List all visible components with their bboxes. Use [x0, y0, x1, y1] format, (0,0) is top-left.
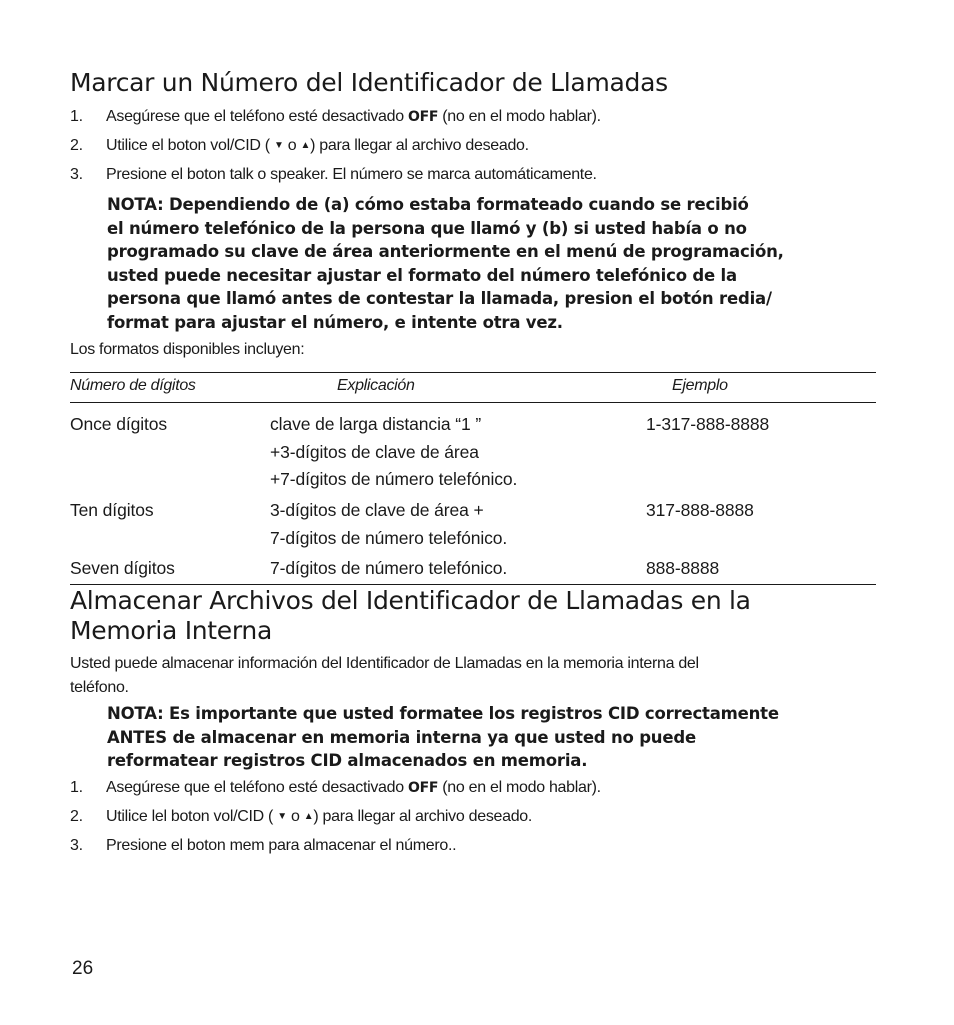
- table-cell-explanation: clave de larga distancia “1 ” +3-dígitos de clave de área +7-dígitos de número telefónico.: [270, 414, 518, 489]
- note-store-format: NOTA: Es importante que usted formatee los registros CID correctamente ANTES de almacenar en memoria interna ya que usted no puede reformatear registros CID almacenados en memoria.: [107, 704, 779, 770]
- table-bottom-rule: [70, 584, 876, 585]
- up-arrow-icon: ▲: [300, 140, 311, 151]
- step-1: 1. Asegúrese que el teléfono esté desactivado OFF (no en el modo hablar).: [70, 108, 601, 125]
- store-intro: Usted puede almacenar información del Identificador de Llamadas en la memoria interna del teléfono.: [70, 655, 699, 696]
- formats-intro: Los formatos disponibles incluyen:: [70, 341, 305, 358]
- table-cell-example: 1-317-888-8888: [646, 414, 770, 434]
- table-cell-digits: Ten dígitos: [70, 500, 154, 520]
- down-arrow-icon: ▼: [277, 811, 287, 822]
- table-header-example: Ejemplo: [672, 377, 728, 394]
- up-arrow-icon: ▲: [303, 811, 314, 822]
- note-dial-format: NOTA: Dependiendo de (a) cómo estaba formateado cuando se recibió el número telefónico de la persona que llamó y (b) si usted había o no programado su clave de área anteriormente en el menú de programación, usted puede necesitar ajustar el formato del número telefónico de la persona que llamó antes de contestar la llamada, presion el botón redia/ format para ajustar el número, e intente otra vez.: [107, 195, 784, 332]
- table-cell-explanation: 7-dígitos de número telefónico.: [270, 558, 508, 578]
- table-cell-example: 317-888-8888: [646, 500, 754, 520]
- down-arrow-icon: ▼: [273, 140, 284, 151]
- section-title-dial-cid: Marcar un Número del Identificador de Llamadas: [70, 68, 668, 97]
- section-title-store-cid: Almacenar Archivos del Identificador de Llamadas en la Memoria Interna: [70, 586, 751, 645]
- table-header-explanation: Explicación: [337, 377, 415, 394]
- table-cell-digits: Seven dígitos: [70, 558, 175, 578]
- page-number: 26: [72, 958, 94, 979]
- step-2: 2. Utilice el boton vol/CID ( ▼ o ▲) para llegar al archivo deseado.: [70, 137, 529, 154]
- table-top-rule: [70, 372, 876, 373]
- step-3: 3. Presione el boton mem para almacenar el número..: [70, 837, 457, 854]
- off-label: OFF: [407, 109, 439, 125]
- table-cell-digits: Once dígitos: [70, 414, 168, 434]
- table-header-digits: Número de dígitos: [70, 377, 196, 394]
- step-1: 1. Asegúrese que el teléfono esté desactivado OFF (no en el modo hablar).: [70, 779, 601, 796]
- table-cell-explanation: 3-dígitos de clave de área + 7-dígitos de número telefónico.: [270, 500, 508, 548]
- table-header-rule: [70, 402, 876, 403]
- step-3: 3. Presione el boton talk o speaker. El número se marca automáticamente.: [70, 166, 597, 183]
- off-label: OFF: [407, 780, 439, 796]
- step-2: 2. Utilice lel boton vol/CID ( ▼ o ▲) para llegar al archivo deseado.: [70, 808, 533, 825]
- table-cell-example: 888-8888: [646, 558, 720, 578]
